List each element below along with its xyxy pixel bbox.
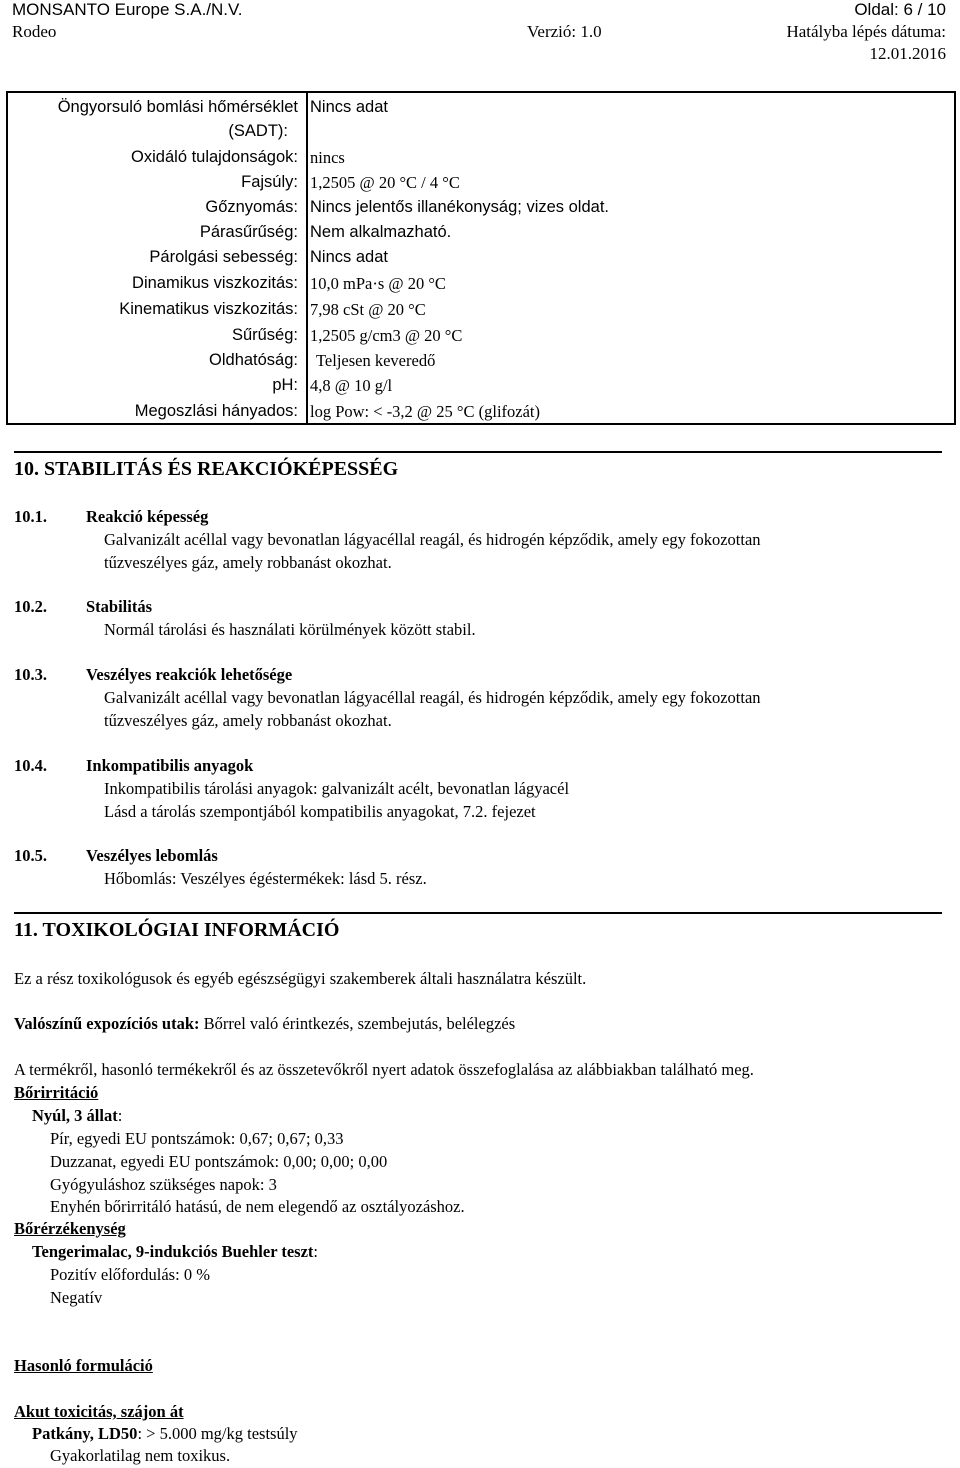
result-line: Duzzanat, egyedi EU pontszámok: 0,00; 0,00; 0,00 xyxy=(50,1152,388,1171)
table-row xyxy=(8,351,954,375)
header-version: Verzió: 1.0 xyxy=(527,22,602,41)
property-label: Párasűrűség: xyxy=(199,223,298,241)
subsection-number: 10.1. xyxy=(14,507,47,526)
property-label: (SADT): xyxy=(228,122,288,140)
property-value: nincs xyxy=(310,148,345,167)
subsection-number: 10.3. xyxy=(14,665,47,684)
subsection-number: 10.4. xyxy=(14,756,47,775)
table-row xyxy=(8,274,954,298)
result-line: Negatív xyxy=(50,1288,103,1307)
header-effective-label: Hatályba lépés dátuma: xyxy=(786,22,946,41)
paragraph-line: tűzveszélyes gáz, amely robbanást okozhat. xyxy=(104,711,392,730)
subsection-title: Veszélyes reakciók lehetősége xyxy=(86,665,293,684)
table-row xyxy=(8,402,954,426)
study-colon: : xyxy=(313,1242,319,1261)
property-value: Nincs jelentős illanékonyság; vizes oldat. xyxy=(310,198,609,216)
exposure-label: Valószínű expozíciós utak: xyxy=(14,1014,200,1033)
paragraph-line: Lásd a tárolás szempontjából kompatibilis anyagokat, 7.2. fejezet xyxy=(104,802,536,821)
table-row xyxy=(8,173,954,197)
property-value: 1,2505 g/cm3 @ 20 °C xyxy=(310,326,463,345)
table-row xyxy=(8,300,954,324)
property-label: Párolgási sebesség: xyxy=(149,248,298,266)
property-value: log Pow: < -3,2 @ 25 °C (glifozát) xyxy=(310,402,540,421)
property-label: Oxidáló tulajdonságok: xyxy=(131,148,298,166)
table-row xyxy=(8,223,954,247)
subsection-title: Inkompatibilis anyagok xyxy=(86,756,254,775)
property-label: Oldhatóság: xyxy=(209,351,298,369)
properties-table xyxy=(6,91,956,425)
property-label: pH: xyxy=(272,376,298,394)
paragraph-line: tűzveszélyes gáz, amely robbanást okozhat. xyxy=(104,553,392,572)
header-page-number: Oldal: 6 / 10 xyxy=(854,0,946,19)
property-label: Öngyorsuló bomlási hőmérséklet xyxy=(57,98,298,116)
section-11-title: 11. TOXIKOLÓGIAI INFORMÁCIÓ xyxy=(14,919,340,941)
result-line: Gyógyuláshoz szükséges napok: 3 xyxy=(50,1175,277,1194)
exposure-value: Bőrrel való érintkezés, szembejutás, belélegzés xyxy=(199,1014,516,1033)
similar-formulation-heading: Hasonló formuláció xyxy=(14,1356,153,1375)
summary-text: A termékről, hasonló termékekről és az összetevőkről nyert adatok összefoglalása az alábbiakban található meg. xyxy=(14,1060,754,1079)
skin-sensitization-heading: Bőrérzékenység xyxy=(14,1219,126,1238)
paragraph-line: Normál tárolási és használati körülmények között stabil. xyxy=(104,620,476,639)
result-line: Gyakorlatilag nem toxikus. xyxy=(50,1446,231,1465)
table-row xyxy=(8,98,954,122)
property-value: 4,8 @ 10 g/l xyxy=(310,376,393,395)
header-effective-date: 12.01.2016 xyxy=(869,44,946,63)
subsection-title: Reakció képesség xyxy=(86,507,209,526)
exposure-routes xyxy=(14,1014,515,1034)
header-company: MONSANTO Europe S.A./N.V. xyxy=(12,0,243,19)
table-row xyxy=(8,248,954,272)
property-value: 7,98 cSt @ 20 °C xyxy=(310,300,426,319)
study-value: : > 5.000 mg/kg testsúly xyxy=(137,1424,298,1443)
subsection-number: 10.2. xyxy=(14,597,47,616)
table-row xyxy=(8,148,954,172)
result-line: Pozitív előfordulás: 0 % xyxy=(50,1265,210,1284)
property-label: Gőznyomás: xyxy=(205,198,298,216)
skin-irritation-heading: Bőrirritáció xyxy=(14,1083,99,1102)
subsection-title: Veszélyes lebomlás xyxy=(86,846,218,865)
table-row xyxy=(8,376,954,400)
section-10-title: 10. STABILITÁS ÉS REAKCIÓKÉPESSÉG xyxy=(14,458,399,480)
property-value: 1,2505 @ 20 °C / 4 °C xyxy=(310,173,460,192)
study-line xyxy=(32,1242,318,1262)
property-label: Megoszlási hányados: xyxy=(134,402,298,420)
table-row xyxy=(8,326,954,350)
property-value: Nincs adat xyxy=(310,98,388,116)
result-line: Pír, egyedi EU pontszámok: 0,67; 0,67; 0,33 xyxy=(50,1129,344,1148)
section-rule xyxy=(14,912,942,914)
study-name: Nyúl, 3 állat xyxy=(32,1106,118,1125)
paragraph-line: Galvanizált acéllal vagy bevonatlan lágyacéllal reagál, és hidrogén képződik, amely egy fokozottan xyxy=(104,530,761,549)
section-rule xyxy=(14,451,942,453)
subsection-number: 10.5. xyxy=(14,846,47,865)
property-label: Fajsúly: xyxy=(241,173,298,191)
property-label: Dinamikus viszkozitás: xyxy=(132,274,298,292)
study-line xyxy=(32,1106,122,1126)
paragraph-line: Inkompatibilis tárolási anyagok: galvanizált acélt, bevonatlan lágyacél xyxy=(104,779,570,798)
study-name: Tengerimalac, 9-indukciós Buehler teszt xyxy=(32,1242,314,1261)
result-line: Enyhén bőrirritáló hatású, de nem elegendő az osztályozáshoz. xyxy=(50,1197,465,1216)
table-row xyxy=(8,198,954,222)
property-label: Kinematikus viszkozitás: xyxy=(119,300,298,318)
study-name: Patkány, LD50 xyxy=(32,1424,138,1443)
study-line xyxy=(32,1424,298,1444)
header-product: Rodeo xyxy=(12,22,57,41)
property-value: Nem alkalmazható. xyxy=(310,223,452,241)
property-label: Sűrűség: xyxy=(231,326,298,344)
property-value: 10,0 mPa·s @ 20 °C xyxy=(310,274,446,293)
acute-oral-heading: Akut toxicitás, szájon át xyxy=(14,1402,184,1421)
paragraph-line: Hőbomlás: Veszélyes égéstermékek: lásd 5. rész. xyxy=(104,869,427,888)
table-row xyxy=(8,122,954,146)
property-value: Nincs adat xyxy=(310,248,388,266)
paragraph-line: Galvanizált acéllal vagy bevonatlan lágyacéllal reagál, és hidrogén képződik, amely egy fokozottan xyxy=(104,688,761,707)
subsection-title: Stabilitás xyxy=(86,597,153,616)
intro-text: Ez a rész toxikológusok és egyéb egészségügyi szakemberek általi használatra készült. xyxy=(14,969,587,988)
study-colon: : xyxy=(117,1106,123,1125)
property-value: Teljesen keveredő xyxy=(316,351,436,370)
